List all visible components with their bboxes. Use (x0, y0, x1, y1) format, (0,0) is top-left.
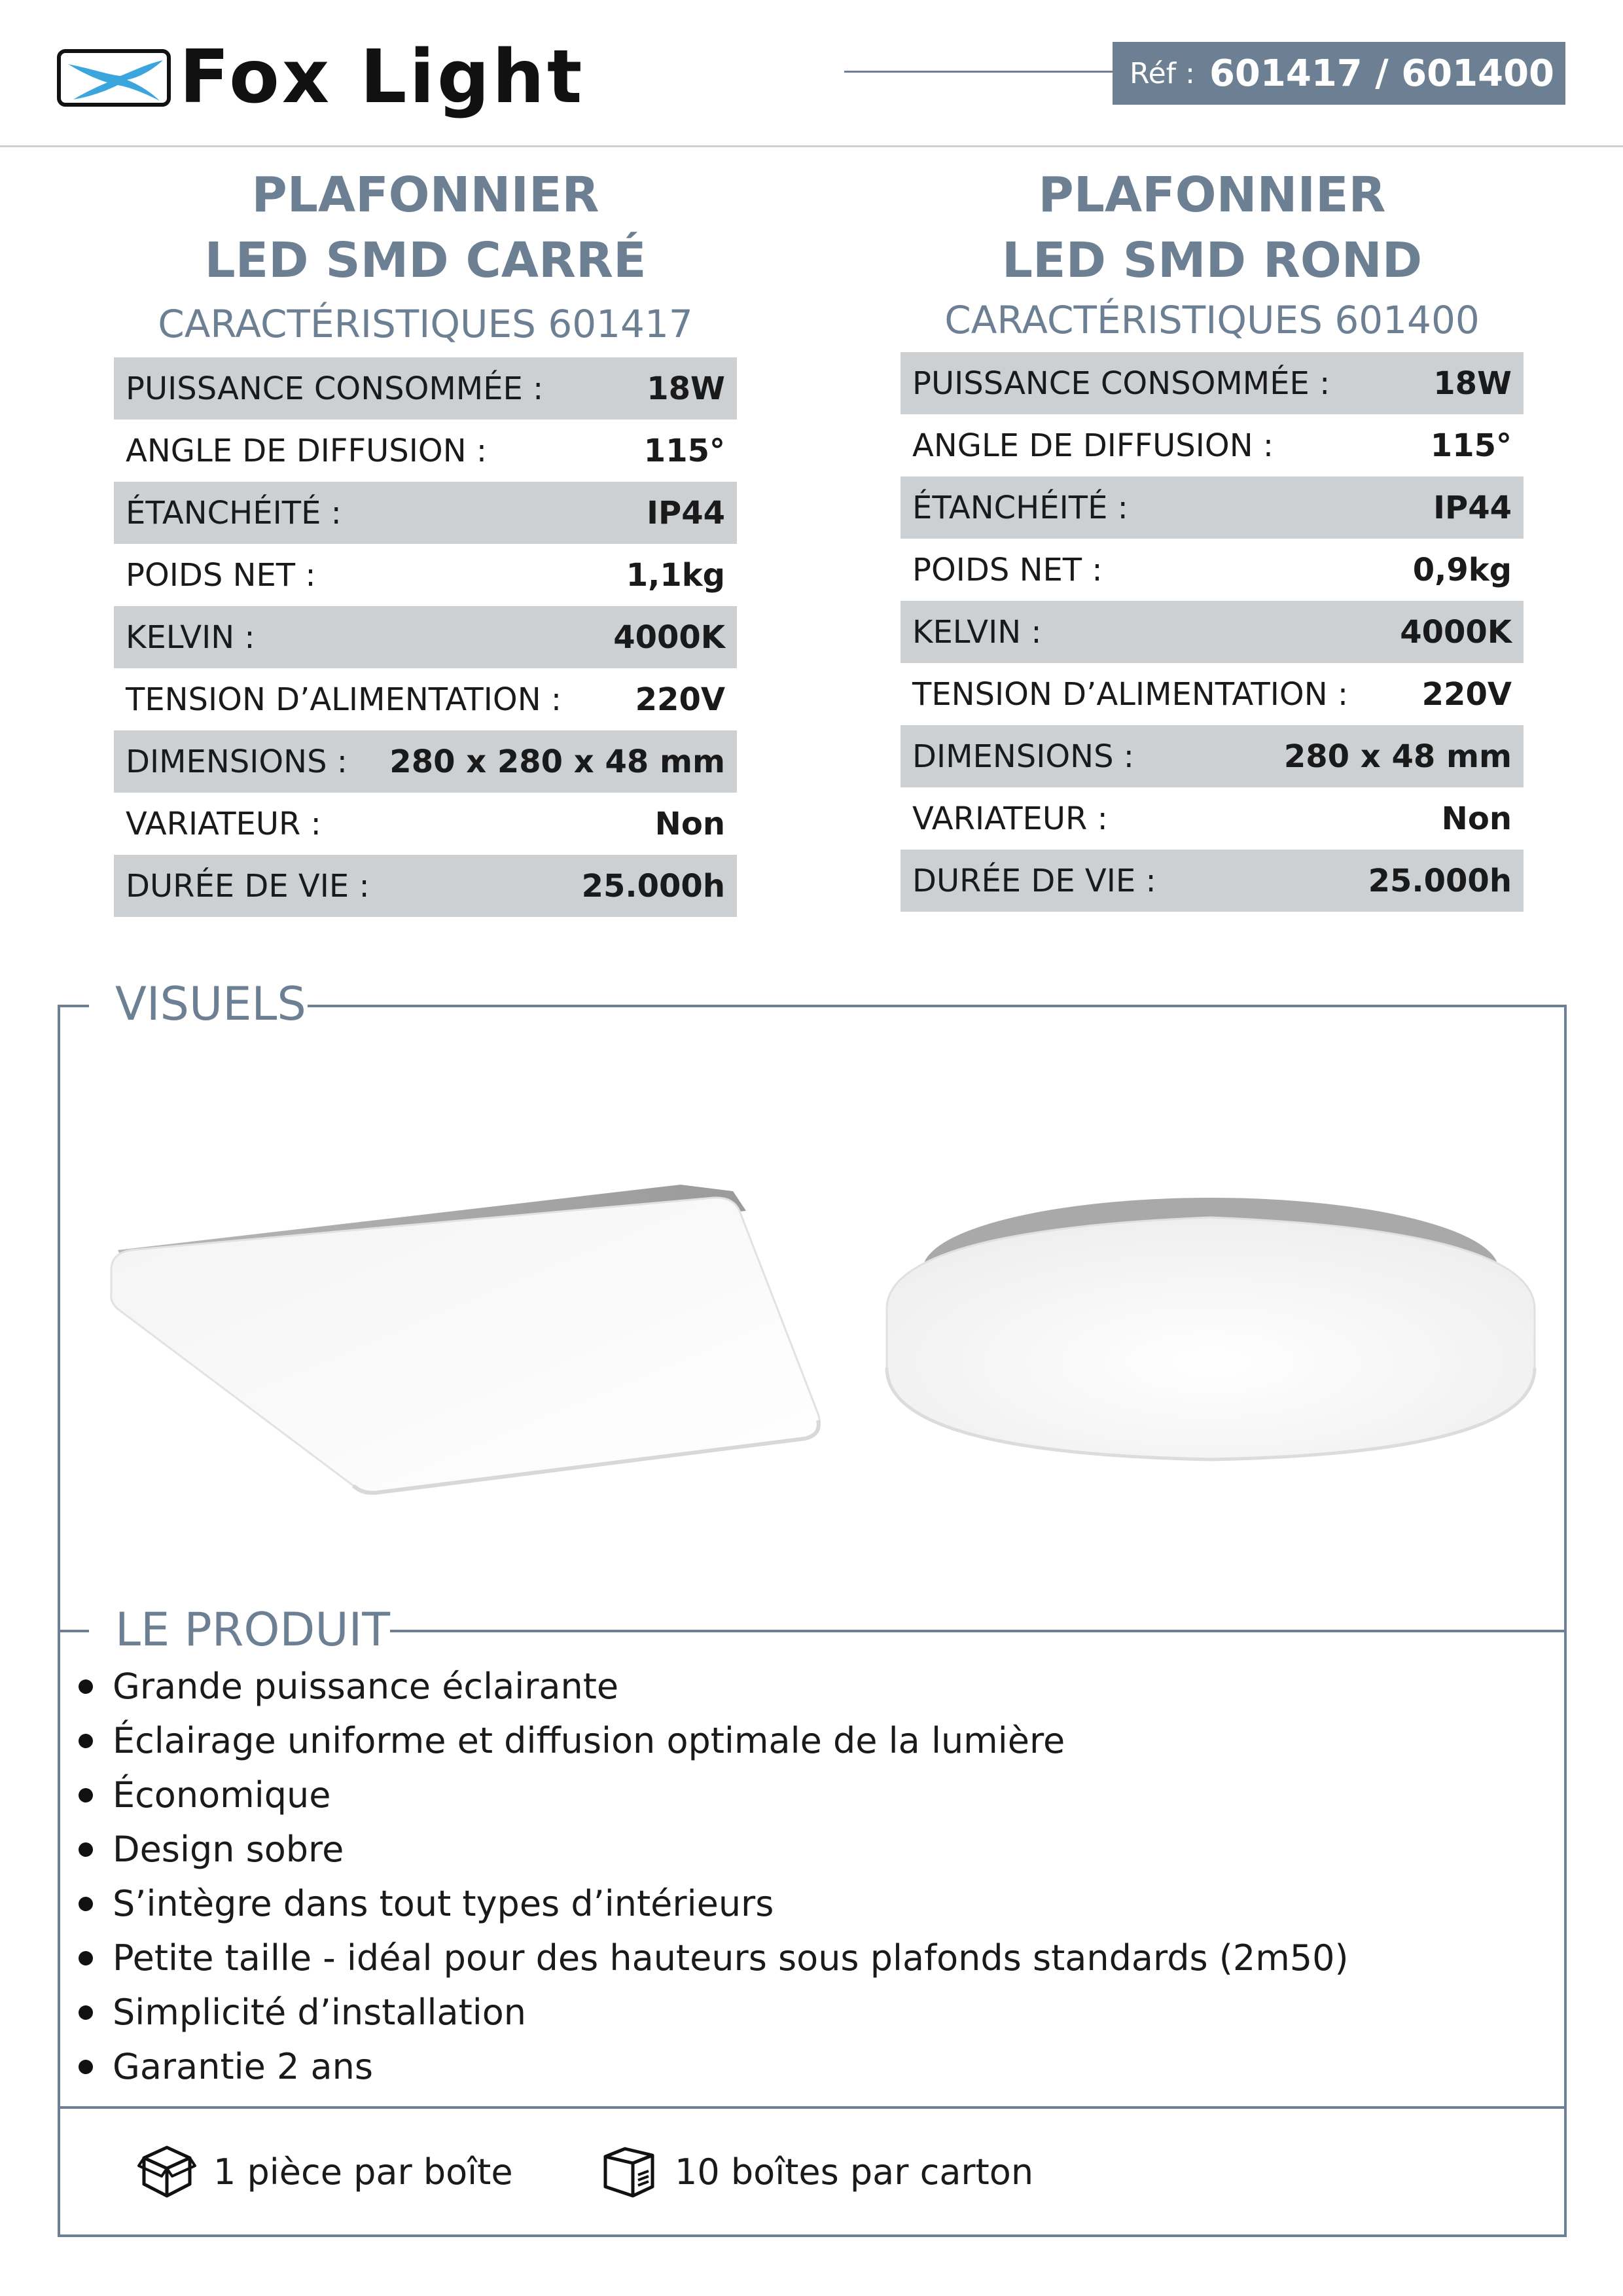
product-title-line2: LED SMD CARRÉ (204, 232, 647, 289)
product-title-line1: PLAFONNIER (251, 167, 599, 223)
spec-row (114, 855, 737, 917)
spec-row (901, 476, 1524, 539)
feature-text: Grande puissance éclairante (113, 1666, 619, 1707)
spec-label: DURÉE DE VIE : (126, 867, 370, 905)
spec-value: 4000K (613, 619, 725, 656)
spec-value: 1,1kg (626, 556, 725, 594)
spec-row (114, 357, 737, 420)
packaging-per-box (137, 2144, 513, 2200)
product-subtitle: CARACTÉRISTIQUES 601417 (158, 302, 693, 346)
square-ceiling-light-image (105, 1172, 825, 1505)
spec-row (114, 668, 737, 730)
round-ceiling-light-image (880, 1172, 1541, 1505)
spec-label: DURÉE DE VIE : (912, 862, 1156, 899)
per-box-label: 1 pièce par boîte (213, 2151, 513, 2193)
spec-label: ANGLE DE DIFFUSION : (912, 427, 1274, 464)
list-item (79, 1876, 1518, 1931)
spec-row (114, 730, 737, 793)
spec-label: ÉTANCHÉITÉ : (912, 489, 1128, 526)
list-item (79, 1768, 1518, 1822)
list-item (79, 1822, 1518, 1876)
spec-row (114, 544, 737, 606)
spec-row (901, 663, 1524, 725)
list-item (79, 1713, 1518, 1768)
product-title-line1: PLAFONNIER (1038, 167, 1386, 223)
bullet-icon (79, 2060, 93, 2074)
bullet-icon (79, 1788, 93, 1803)
spec-label: ANGLE DE DIFFUSION : (126, 432, 488, 469)
produit-divider-right (377, 1630, 1567, 1632)
visuels-frame-top-left (58, 1005, 89, 1007)
spec-table (901, 352, 1524, 912)
list-item (79, 1931, 1518, 1985)
spec-row (901, 539, 1524, 601)
feature-text: Design sobre (113, 1829, 344, 1870)
reference-badge (1113, 42, 1565, 105)
spec-value: 280 x 48 mm (1283, 738, 1512, 775)
spec-value: 0,9kg (1412, 551, 1512, 588)
spec-row (901, 601, 1524, 663)
spec-value: 25.000h (581, 867, 725, 905)
spec-row (901, 850, 1524, 912)
spec-label: TENSION D’ALIMENTATION : (912, 675, 1349, 713)
frame-left-border (58, 1005, 60, 2237)
list-item (79, 1659, 1518, 1713)
visuels-frame-top-right (308, 1005, 1567, 1007)
spec-row (114, 482, 737, 544)
produit-title: LE PRODUIT (115, 1603, 390, 1657)
bullet-icon (79, 1951, 93, 1965)
spec-row (901, 787, 1524, 850)
spec-value: 25.000h (1368, 862, 1512, 899)
spec-label: KELVIN : (126, 619, 255, 656)
product-column-round (901, 162, 1524, 912)
spec-row (114, 420, 737, 482)
bullet-icon (79, 1897, 93, 1911)
spec-label: POIDS NET : (126, 556, 316, 594)
brand-name: Fox Light (179, 35, 585, 120)
feature-text: S’intègre dans tout types d’intérieurs (113, 1883, 774, 1924)
bullet-icon (79, 1679, 93, 1694)
box-icon (137, 2144, 196, 2200)
feature-text: Éclairage uniforme et diffusion optimale de la lumière (113, 1720, 1065, 1761)
product-column-square (114, 162, 737, 917)
spec-label: POIDS NET : (912, 551, 1103, 588)
list-item (79, 2039, 1518, 2094)
feature-text: Garantie 2 ans (113, 2046, 373, 2087)
brand-logo (55, 35, 690, 120)
spec-label: ÉTANCHÉITÉ : (126, 494, 342, 531)
packaging-divider (58, 2106, 1567, 2109)
feature-text: Simplicité d’installation (113, 1992, 527, 2033)
bullet-icon (79, 1842, 93, 1857)
feature-text: Petite taille - idéal pour des hauteurs sous plafonds standards (2m50) (113, 1937, 1349, 1979)
spec-row (114, 606, 737, 668)
per-carton-label: 10 boîtes par carton (675, 2151, 1034, 2193)
product-title-line2: LED SMD ROND (1001, 232, 1423, 289)
feature-list (79, 1659, 1518, 2094)
header-divider (844, 71, 1119, 73)
spec-label: DIMENSIONS : (912, 738, 1134, 775)
spec-value: 115° (643, 432, 725, 469)
header-rule (0, 145, 1623, 147)
reference-value: 601417 / 601400 (1209, 52, 1554, 95)
spec-row (901, 725, 1524, 787)
fox-logo-icon (55, 45, 173, 110)
spec-label: PUISSANCE CONSOMMÉE : (912, 365, 1330, 402)
feature-text: Économique (113, 1774, 331, 1816)
spec-value: 220V (1421, 675, 1512, 713)
spec-table (114, 357, 737, 917)
frame-right-border (1564, 1005, 1567, 2237)
spec-label: KELVIN : (912, 613, 1042, 651)
spec-value: 115° (1430, 427, 1512, 464)
spec-label: DIMENSIONS : (126, 743, 348, 780)
bullet-icon (79, 2005, 93, 2020)
spec-value: 18W (647, 370, 725, 407)
spec-row (901, 352, 1524, 414)
visuels-title: VISUELS (115, 977, 306, 1031)
carton-icon (599, 2144, 658, 2200)
spec-value: Non (654, 805, 725, 842)
spec-value: 18W (1433, 365, 1512, 402)
spec-label: VARIATEUR : (126, 805, 321, 842)
bullet-icon (79, 1734, 93, 1748)
spec-value: IP44 (1433, 489, 1512, 526)
reference-label: Réf : (1130, 56, 1195, 90)
product-subtitle: CARACTÉRISTIQUES 601400 (944, 298, 1480, 342)
spec-value: Non (1441, 800, 1512, 837)
spec-label: PUISSANCE CONSOMMÉE : (126, 370, 544, 407)
spec-label: VARIATEUR : (912, 800, 1108, 837)
spec-row (114, 793, 737, 855)
frame-bottom-border (58, 2234, 1567, 2237)
produit-divider-left (58, 1630, 89, 1632)
spec-value: 280 x 280 x 48 mm (389, 743, 725, 780)
spec-value: 220V (635, 681, 725, 718)
spec-row (901, 414, 1524, 476)
spec-label: TENSION D’ALIMENTATION : (126, 681, 562, 718)
list-item (79, 1985, 1518, 2039)
spec-value: 4000K (1400, 613, 1512, 651)
spec-value: IP44 (647, 494, 725, 531)
packaging-per-carton (599, 2144, 1033, 2200)
